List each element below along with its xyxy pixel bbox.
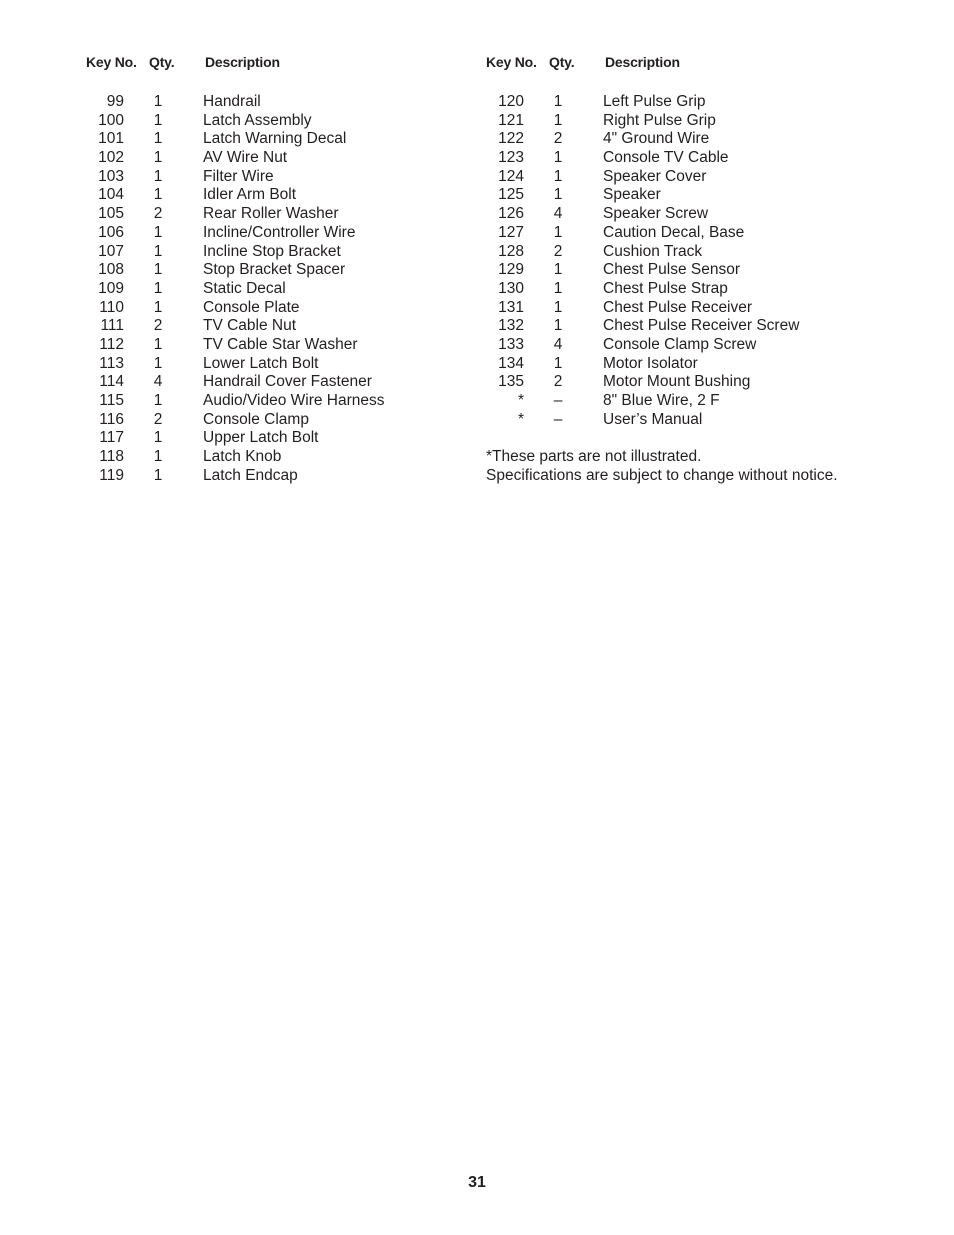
description-cell: Console TV Cable bbox=[603, 149, 729, 167]
table-row bbox=[84, 261, 474, 280]
description-cell: Motor Isolator bbox=[603, 354, 698, 372]
key-no-cell: 104 bbox=[98, 186, 124, 204]
key-no-cell: 125 bbox=[498, 186, 524, 204]
qty-cell: 1 bbox=[153, 130, 163, 148]
key-no-cell: 127 bbox=[498, 223, 524, 241]
key-no-cell: 123 bbox=[498, 149, 524, 167]
key-no-cell: 131 bbox=[498, 298, 524, 316]
qty-cell: 1 bbox=[553, 111, 563, 129]
key-no-cell: 121 bbox=[498, 111, 524, 129]
qty-cell: 2 bbox=[553, 130, 563, 148]
parts-list-right bbox=[484, 54, 924, 485]
table-row bbox=[484, 93, 924, 112]
qty-cell: 1 bbox=[153, 93, 163, 110]
not-illustrated-note: *These parts are not illustrated. bbox=[486, 448, 702, 466]
description-cell: Console Clamp Screw bbox=[603, 335, 757, 353]
description-cell: Upper Latch Bolt bbox=[203, 429, 319, 447]
qty-cell: 1 bbox=[553, 354, 563, 372]
key-no-cell: 100 bbox=[98, 111, 124, 129]
key-no-cell: 130 bbox=[498, 279, 524, 297]
key-no-header: Key No. bbox=[486, 54, 537, 70]
table-row bbox=[84, 149, 474, 168]
qty-cell: 1 bbox=[553, 317, 563, 335]
table-row bbox=[484, 243, 924, 262]
key-no-cell: 129 bbox=[498, 261, 524, 279]
table-row bbox=[484, 411, 924, 430]
qty-cell: 1 bbox=[553, 149, 563, 167]
qty-cell: – bbox=[553, 410, 563, 428]
description-cell: Handrail Cover Fastener bbox=[203, 373, 372, 391]
description-cell: Incline Stop Bracket bbox=[203, 242, 341, 260]
parts-list-header bbox=[484, 54, 924, 74]
table-row bbox=[84, 205, 474, 224]
key-no-header: Key No. bbox=[86, 54, 137, 70]
description-cell: TV Cable Nut bbox=[203, 317, 297, 335]
description-cell: Rear Roller Washer bbox=[203, 205, 339, 223]
table-row bbox=[84, 317, 474, 336]
table-row bbox=[84, 373, 474, 392]
qty-cell: 1 bbox=[553, 298, 563, 316]
key-no-cell: 126 bbox=[498, 205, 524, 223]
table-row bbox=[84, 467, 474, 486]
table-row bbox=[484, 186, 924, 205]
qty-cell: 1 bbox=[153, 429, 163, 447]
description-cell: Latch Knob bbox=[203, 448, 282, 466]
qty-cell: 2 bbox=[153, 317, 163, 335]
key-no-cell: 102 bbox=[98, 149, 124, 167]
description-cell: Console Plate bbox=[203, 298, 300, 316]
key-no-cell: * bbox=[517, 392, 524, 409]
description-cell: Latch Warning Decal bbox=[203, 130, 347, 148]
description-cell: TV Cable Star Washer bbox=[203, 335, 358, 353]
qty-cell: 2 bbox=[153, 205, 163, 223]
description-cell: 4" Ground Wire bbox=[603, 130, 710, 148]
key-no-cell: 105 bbox=[98, 205, 124, 223]
description-cell: Idler Arm Bolt bbox=[203, 186, 297, 204]
table-row bbox=[84, 299, 474, 318]
parts-list-left bbox=[84, 54, 474, 485]
description-cell: Right Pulse Grip bbox=[603, 111, 716, 129]
qty-header: Qty. bbox=[549, 54, 575, 70]
key-no-cell: 101 bbox=[98, 130, 124, 148]
parts-notes bbox=[484, 448, 924, 485]
qty-cell: 1 bbox=[153, 223, 163, 241]
key-no-cell: 117 bbox=[99, 429, 124, 447]
table-row bbox=[84, 112, 474, 131]
key-no-cell: 119 bbox=[99, 466, 124, 484]
table-row bbox=[484, 373, 924, 392]
qty-cell: 1 bbox=[553, 186, 563, 204]
description-cell: Stop Bracket Spacer bbox=[203, 261, 346, 279]
description-cell: Lower Latch Bolt bbox=[203, 354, 319, 372]
qty-cell: 1 bbox=[553, 279, 563, 297]
description-cell: Audio/Video Wire Harness bbox=[203, 392, 385, 409]
table-row bbox=[484, 224, 924, 243]
key-no-cell: 115 bbox=[99, 392, 124, 409]
description-cell: Speaker Cover bbox=[603, 167, 707, 185]
qty-cell: 2 bbox=[553, 242, 563, 260]
table-row bbox=[484, 130, 924, 149]
description-cell: Handrail bbox=[203, 93, 261, 110]
key-no-cell: 113 bbox=[99, 354, 124, 372]
table-row bbox=[84, 93, 474, 112]
qty-cell: 1 bbox=[153, 298, 163, 316]
table-row bbox=[84, 392, 474, 411]
table-row bbox=[484, 355, 924, 374]
qty-cell: 1 bbox=[553, 167, 563, 185]
description-cell: Motor Mount Bushing bbox=[603, 373, 751, 391]
qty-cell: 1 bbox=[153, 392, 163, 409]
table-row bbox=[484, 317, 924, 336]
description-cell: Caution Decal, Base bbox=[603, 223, 745, 241]
key-no-cell: 128 bbox=[498, 242, 524, 260]
qty-cell: 1 bbox=[153, 335, 163, 353]
qty-cell: 2 bbox=[553, 373, 563, 391]
description-cell: Speaker bbox=[603, 186, 661, 204]
qty-cell: 2 bbox=[153, 410, 163, 428]
qty-cell: 1 bbox=[153, 448, 163, 466]
qty-cell: 1 bbox=[153, 111, 163, 129]
key-no-cell: 135 bbox=[498, 373, 524, 391]
table-row bbox=[484, 336, 924, 355]
qty-header: Qty. bbox=[149, 54, 175, 70]
parts-rows-right bbox=[484, 93, 924, 429]
qty-cell: 4 bbox=[553, 205, 563, 223]
table-row bbox=[84, 243, 474, 262]
qty-cell: 1 bbox=[153, 149, 163, 167]
qty-cell: 1 bbox=[153, 167, 163, 185]
description-cell: Chest Pulse Receiver bbox=[603, 298, 753, 316]
qty-cell: 1 bbox=[153, 354, 163, 372]
table-row bbox=[84, 429, 474, 448]
key-no-cell: 112 bbox=[99, 335, 124, 353]
key-no-cell: 111 bbox=[100, 317, 124, 335]
key-no-cell: 110 bbox=[99, 298, 124, 316]
description-cell: Latch Assembly bbox=[203, 111, 312, 129]
description-cell: Chest Pulse Strap bbox=[603, 279, 728, 297]
description-cell: Incline/Controller Wire bbox=[203, 223, 356, 241]
specifications-note: Specifications are subject to change without notice. bbox=[486, 466, 838, 484]
description-cell: Console Clamp bbox=[203, 410, 309, 428]
qty-cell: 1 bbox=[153, 261, 163, 279]
table-row bbox=[84, 355, 474, 374]
key-no-cell: * bbox=[517, 410, 524, 428]
key-no-cell: 134 bbox=[498, 354, 524, 372]
page-number: 31 bbox=[468, 1174, 486, 1191]
qty-cell: 4 bbox=[553, 335, 563, 353]
key-no-cell: 122 bbox=[498, 130, 524, 148]
table-row bbox=[84, 224, 474, 243]
parts-rows-left bbox=[84, 93, 474, 485]
key-no-cell: 108 bbox=[98, 261, 124, 279]
table-row bbox=[484, 205, 924, 224]
qty-cell: 1 bbox=[153, 242, 163, 260]
table-row bbox=[84, 186, 474, 205]
description-cell: Latch Endcap bbox=[203, 466, 298, 484]
qty-cell: 1 bbox=[553, 223, 563, 241]
key-no-cell: 124 bbox=[498, 167, 524, 185]
parts-list-header bbox=[84, 54, 474, 74]
qty-cell: 1 bbox=[153, 466, 163, 484]
qty-cell: 1 bbox=[153, 279, 163, 297]
table-row bbox=[484, 280, 924, 299]
table-row bbox=[484, 168, 924, 187]
qty-cell: 4 bbox=[153, 373, 163, 391]
description-header: Description bbox=[205, 54, 280, 70]
key-no-cell: 114 bbox=[99, 373, 124, 391]
key-no-cell: 99 bbox=[106, 93, 124, 110]
description-cell: Chest Pulse Sensor bbox=[603, 261, 740, 279]
qty-cell: – bbox=[553, 392, 563, 409]
key-no-cell: 118 bbox=[99, 448, 124, 466]
description-header: Description bbox=[605, 54, 680, 70]
table-row bbox=[484, 261, 924, 280]
key-no-cell: 132 bbox=[498, 317, 524, 335]
description-cell: Left Pulse Grip bbox=[603, 93, 706, 110]
description-cell: Filter Wire bbox=[203, 167, 274, 185]
key-no-cell: 133 bbox=[498, 335, 524, 353]
description-cell: Speaker Screw bbox=[603, 205, 709, 223]
description-cell: Cushion Track bbox=[603, 242, 703, 260]
table-row bbox=[84, 280, 474, 299]
key-no-cell: 116 bbox=[99, 410, 124, 428]
table-row bbox=[484, 392, 924, 411]
description-cell: Chest Pulse Receiver Screw bbox=[603, 317, 800, 335]
table-row bbox=[484, 149, 924, 168]
table-row bbox=[484, 299, 924, 318]
qty-cell: 1 bbox=[553, 261, 563, 279]
description-cell: Static Decal bbox=[203, 279, 286, 297]
table-row bbox=[84, 130, 474, 149]
table-row bbox=[84, 168, 474, 187]
description-cell: AV Wire Nut bbox=[203, 149, 288, 167]
table-row bbox=[84, 448, 474, 467]
qty-cell: 1 bbox=[153, 186, 163, 204]
description-cell: User’s Manual bbox=[603, 410, 703, 428]
key-no-cell: 106 bbox=[98, 223, 124, 241]
description-cell: 8" Blue Wire, 2 F bbox=[603, 392, 720, 409]
key-no-cell: 120 bbox=[498, 93, 524, 110]
table-row bbox=[84, 411, 474, 430]
key-no-cell: 107 bbox=[98, 242, 124, 260]
qty-cell: 1 bbox=[553, 93, 563, 110]
key-no-cell: 109 bbox=[98, 279, 124, 297]
table-row bbox=[484, 112, 924, 131]
key-no-cell: 103 bbox=[98, 167, 124, 185]
table-row bbox=[84, 336, 474, 355]
